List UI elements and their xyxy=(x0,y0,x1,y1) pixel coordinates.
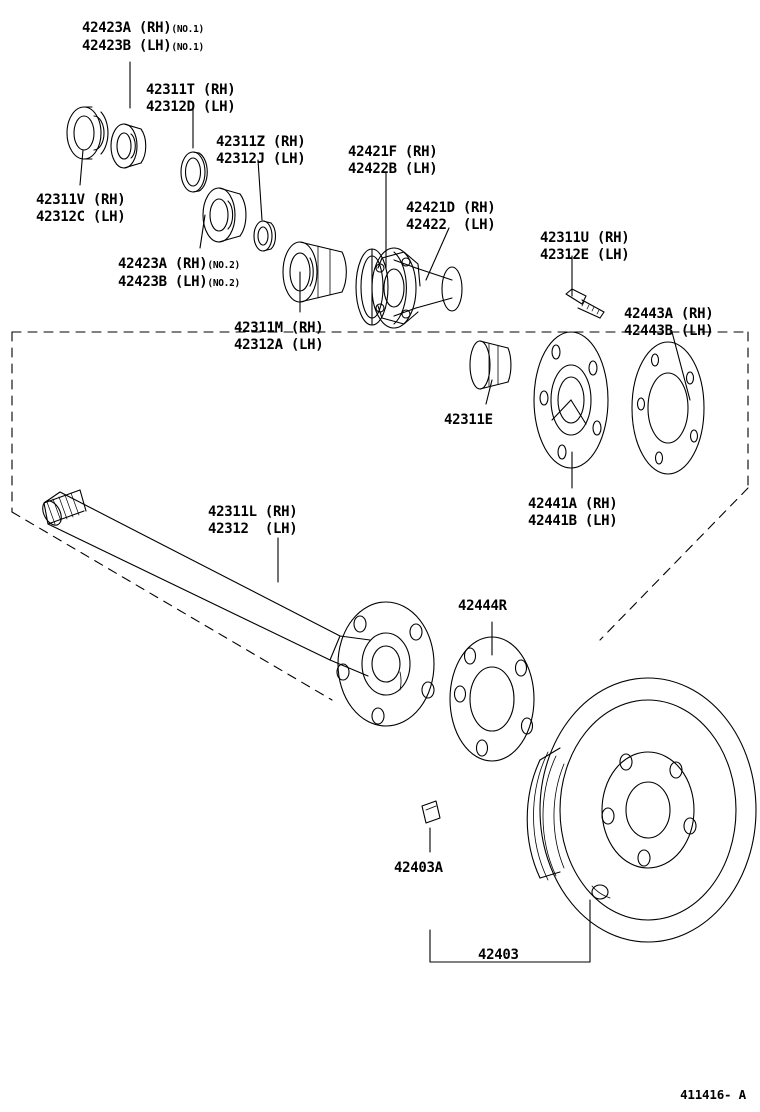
label-42403: 42403 xyxy=(478,947,519,963)
label-42311z-42312j: 42311Z (RH) 42312J (LH) xyxy=(216,134,306,167)
label-42311l-42312: 42311L (RH) 42312 (LH) xyxy=(208,504,298,537)
label-42444r: 42444R xyxy=(458,598,507,614)
label-42311v-42312c: 42311V (RH) 42312C (LH) xyxy=(36,192,126,225)
label-42403a: 42403A xyxy=(394,860,443,876)
label-42311t-42312d: 42311T (RH) 42312D (LH) xyxy=(146,82,236,115)
label-42443a-42443b: 42443A (RH) 42443B (LH) xyxy=(624,306,714,339)
label-42423a-42423b-no1: 42423A (RH)(NO.1) 42423B (LH)(NO.1) xyxy=(82,20,204,54)
label-42421f-42422b: 42421F (RH) 42422B (LH) xyxy=(348,144,438,177)
label-42311m-42312a: 42311M (RH) 42312A (LH) xyxy=(234,320,324,353)
label-42441a-42441b: 42441A (RH) 42441B (LH) xyxy=(528,496,618,529)
figure-code: 411416- A xyxy=(680,1087,746,1102)
label-42311e: 42311E xyxy=(444,412,493,428)
label-42311u-42312e: 42311U (RH) 42312E (LH) xyxy=(540,230,630,263)
label-42423a-42423b-no2: 42423A (RH)(NO.2) 42423B (LH)(NO.2) xyxy=(118,256,240,290)
label-42421d-42422: 42421D (RH) 42422 (LH) xyxy=(406,200,496,233)
